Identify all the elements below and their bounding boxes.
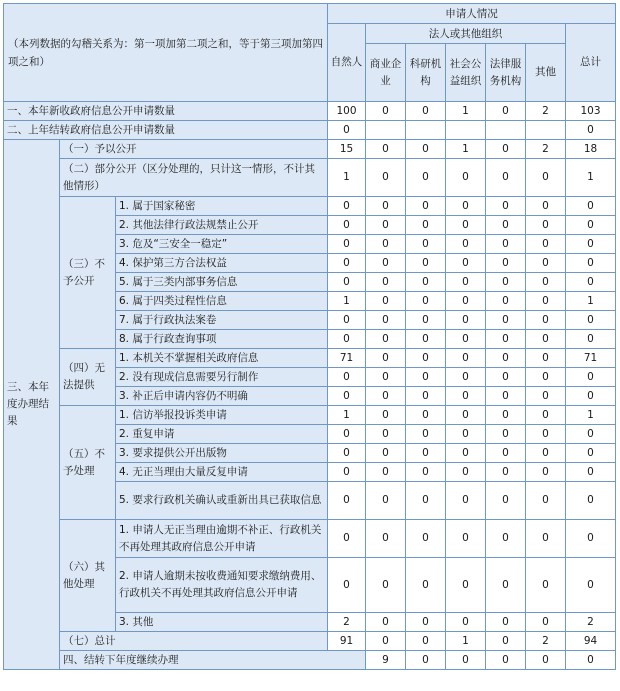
cell: 0 <box>328 368 366 387</box>
cell: 0 <box>446 216 486 235</box>
cell: 0 <box>446 368 486 387</box>
cell: 0 <box>406 482 446 520</box>
cell: 0 <box>406 651 446 670</box>
row-label: 2. 重复申请 <box>116 425 328 444</box>
cell: 0 <box>446 197 486 216</box>
cell: 0 <box>366 216 406 235</box>
cell: 0 <box>526 406 566 425</box>
cell: 0 <box>328 254 366 273</box>
row-label: 4. 无正当理由大量反复申请 <box>116 463 328 482</box>
cell: 9 <box>366 651 406 670</box>
cell: 0 <box>566 520 616 558</box>
cell: 2 <box>526 140 566 159</box>
row-label: 2. 没有现成信息需要另行制作 <box>116 368 328 387</box>
row-label: 2. 申请人逾期未按收费通知要求缴纳费用、行政机关不再处理其政府信息公开申请 <box>116 558 328 613</box>
header-natural: 自然人 <box>328 24 366 102</box>
cell: 0 <box>406 387 446 406</box>
cell: 91 <box>328 632 366 651</box>
cell: 15 <box>328 140 366 159</box>
cell: 0 <box>446 558 486 613</box>
cell: 0 <box>566 216 616 235</box>
cell: 0 <box>526 292 566 311</box>
cell: 0 <box>446 254 486 273</box>
cell <box>406 121 446 140</box>
cell: 0 <box>366 140 406 159</box>
group-label-not-processed: （五）不予处理 <box>60 406 116 520</box>
row-label: 一、本年新收政府信息公开申请数量 <box>4 102 328 121</box>
cell: 0 <box>486 444 526 463</box>
table-row <box>4 102 616 121</box>
cell: 0 <box>446 273 486 292</box>
cell: 0 <box>566 254 616 273</box>
cell: 0 <box>328 311 366 330</box>
cell: 0 <box>366 349 406 368</box>
table-row <box>4 121 616 140</box>
group-label-not-disclosed: （三）不予公开 <box>60 197 116 349</box>
cell: 0 <box>406 425 446 444</box>
cell: 0 <box>526 368 566 387</box>
row-label: （二）部分公开（区分处理的，只计这一情形，不计其他情形） <box>60 159 328 197</box>
cell: 1 <box>328 406 366 425</box>
header-research: 科研机构 <box>406 44 446 102</box>
cell: 0 <box>526 235 566 254</box>
table-row <box>4 197 616 216</box>
cell: 0 <box>366 254 406 273</box>
cell: 0 <box>366 613 406 632</box>
cell: 0 <box>366 406 406 425</box>
cell: 0 <box>566 463 616 482</box>
row-label: 1. 属于国家秘密 <box>116 197 328 216</box>
row-label: 4. 保护第三方合法权益 <box>116 254 328 273</box>
cell: 0 <box>328 387 366 406</box>
cell: 0 <box>446 651 486 670</box>
table-row <box>4 632 616 651</box>
cell: 0 <box>446 349 486 368</box>
disclosure-table <box>3 3 616 670</box>
cell: 0 <box>526 273 566 292</box>
cell: 0 <box>328 425 366 444</box>
cell: 0 <box>366 235 406 254</box>
cell: 0 <box>526 425 566 444</box>
cell: 0 <box>406 311 446 330</box>
cell: 0 <box>526 463 566 482</box>
cell: 0 <box>446 330 486 349</box>
cell: 0 <box>446 159 486 197</box>
cell: 0 <box>526 558 566 613</box>
cell: 0 <box>486 406 526 425</box>
cell: 103 <box>566 102 616 121</box>
row-label: 3. 危及“三安全一稳定” <box>116 235 328 254</box>
cell: 0 <box>566 558 616 613</box>
cell: 0 <box>526 482 566 520</box>
cell: 0 <box>446 406 486 425</box>
cell: 0 <box>446 425 486 444</box>
cell: 0 <box>328 273 366 292</box>
cell: 0 <box>406 406 446 425</box>
row-label: 3. 要求提供公开出版物 <box>116 444 328 463</box>
cell: 0 <box>486 387 526 406</box>
cell: 0 <box>328 330 366 349</box>
cell: 0 <box>366 632 406 651</box>
cell: 0 <box>566 482 616 520</box>
cell: 1 <box>446 102 486 121</box>
cell: 0 <box>406 254 446 273</box>
cell: 0 <box>526 216 566 235</box>
cell: 0 <box>406 330 446 349</box>
cell: 0 <box>486 613 526 632</box>
cell: 0 <box>366 482 406 520</box>
cell: 0 <box>406 235 446 254</box>
cell <box>366 121 406 140</box>
cell: 0 <box>406 102 446 121</box>
cell <box>486 121 526 140</box>
cell: 0 <box>406 140 446 159</box>
cell: 0 <box>328 216 366 235</box>
cell: 0 <box>406 159 446 197</box>
cell: 0 <box>486 197 526 216</box>
cell: 1 <box>328 159 366 197</box>
cell: 0 <box>486 102 526 121</box>
cell: 0 <box>366 292 406 311</box>
cell: 0 <box>566 651 616 670</box>
cell: 0 <box>526 613 566 632</box>
cell: 0 <box>526 311 566 330</box>
cell: 0 <box>566 235 616 254</box>
row-label: 1. 申请人无正当理由逾期不补正、行政机关不再处理其政府信息公开申请 <box>116 520 328 558</box>
table-row <box>4 159 616 197</box>
cell: 0 <box>366 463 406 482</box>
header-commercial: 商业企业 <box>366 44 406 102</box>
cell: 0 <box>446 311 486 330</box>
cell: 2 <box>328 613 366 632</box>
row-label: 3. 补正后申请内容仍不明确 <box>116 387 328 406</box>
cell: 0 <box>526 349 566 368</box>
header-public-welfare: 社会公益组织 <box>446 44 486 102</box>
cell: 0 <box>566 425 616 444</box>
cell: 71 <box>328 349 366 368</box>
cell: 0 <box>566 368 616 387</box>
cell: 0 <box>526 254 566 273</box>
cell: 0 <box>526 197 566 216</box>
cell: 0 <box>446 444 486 463</box>
row-label: 1. 信访举报投诉类申请 <box>116 406 328 425</box>
cell: 0 <box>328 463 366 482</box>
cell: 1 <box>566 159 616 197</box>
cell: 0 <box>486 292 526 311</box>
row-label: 3. 其他 <box>116 613 328 632</box>
cell: 0 <box>366 102 406 121</box>
row-label: 6. 属于四类过程性信息 <box>116 292 328 311</box>
cell: 0 <box>486 425 526 444</box>
cell: 0 <box>406 463 446 482</box>
row-label: （七）总计 <box>60 632 328 651</box>
cell: 0 <box>566 197 616 216</box>
cell: 0 <box>406 368 446 387</box>
row-label: 二、上年结转政府信息公开申请数量 <box>4 121 328 140</box>
cell: 0 <box>486 159 526 197</box>
cell: 0 <box>366 311 406 330</box>
cell: 0 <box>406 444 446 463</box>
cell: 0 <box>486 463 526 482</box>
cell: 0 <box>566 444 616 463</box>
header-legal-service: 法律服务机构 <box>486 44 526 102</box>
cell: 0 <box>446 292 486 311</box>
cell: 0 <box>486 140 526 159</box>
cell: 0 <box>328 444 366 463</box>
table-row <box>4 349 616 368</box>
table-note: （本列数据的勾稽关系为：第一项加第二项之和，等于第三项加第四项之和） <box>4 4 328 102</box>
cell: 1 <box>446 140 486 159</box>
cell: 0 <box>328 121 366 140</box>
row-label: 5. 要求行政机关确认或重新出具已获取信息 <box>116 482 328 520</box>
table-row <box>4 140 616 159</box>
cell: 2 <box>566 613 616 632</box>
cell: 0 <box>526 159 566 197</box>
header-other: 其他 <box>526 44 566 102</box>
cell: 71 <box>566 349 616 368</box>
group-label-unable: （四）无法提供 <box>60 349 116 406</box>
cell: 1 <box>566 292 616 311</box>
cell <box>526 121 566 140</box>
row-label: 8. 属于行政查询事项 <box>116 330 328 349</box>
cell: 1 <box>566 406 616 425</box>
section3-label: 三、本年度办理结果 <box>4 140 60 670</box>
cell: 0 <box>328 235 366 254</box>
cell: 0 <box>366 425 406 444</box>
cell: 0 <box>486 520 526 558</box>
cell: 0 <box>406 349 446 368</box>
cell: 0 <box>366 273 406 292</box>
cell: 0 <box>366 197 406 216</box>
cell: 0 <box>406 273 446 292</box>
row-label: 5. 属于三类内部事务信息 <box>116 273 328 292</box>
cell: 0 <box>366 368 406 387</box>
cell: 0 <box>328 558 366 613</box>
cell: 0 <box>486 482 526 520</box>
cell: 2 <box>526 632 566 651</box>
cell: 0 <box>406 292 446 311</box>
row-label: 7. 属于行政执法案卷 <box>116 311 328 330</box>
cell: 0 <box>406 216 446 235</box>
cell: 0 <box>486 632 526 651</box>
cell: 0 <box>366 330 406 349</box>
cell: 0 <box>406 613 446 632</box>
cell: 0 <box>446 387 486 406</box>
cell: 0 <box>366 558 406 613</box>
cell: 0 <box>486 349 526 368</box>
cell: 0 <box>566 273 616 292</box>
row-label: （一）予以公开 <box>60 140 328 159</box>
cell: 0 <box>486 368 526 387</box>
cell: 0 <box>366 520 406 558</box>
table-row <box>4 520 616 558</box>
cell: 0 <box>486 651 526 670</box>
cell: 0 <box>406 558 446 613</box>
cell: 0 <box>566 121 616 140</box>
cell: 0 <box>366 444 406 463</box>
cell: 0 <box>486 311 526 330</box>
cell: 0 <box>566 330 616 349</box>
cell: 0 <box>526 651 566 670</box>
cell: 0 <box>446 520 486 558</box>
cell: 0 <box>526 387 566 406</box>
cell: 0 <box>486 235 526 254</box>
table-row <box>4 406 616 425</box>
cell: 0 <box>328 482 366 520</box>
row-label: 四、结转下年度继续办理 <box>60 651 366 670</box>
cell: 0 <box>328 197 366 216</box>
row-label: 2. 其他法律行政法规禁止公开 <box>116 216 328 235</box>
cell: 0 <box>526 520 566 558</box>
cell: 2 <box>526 102 566 121</box>
table-row <box>4 651 616 670</box>
header-total: 总计 <box>566 24 616 102</box>
cell: 0 <box>486 254 526 273</box>
cell: 1 <box>328 292 366 311</box>
cell: 0 <box>446 463 486 482</box>
cell: 0 <box>486 273 526 292</box>
cell: 0 <box>446 235 486 254</box>
cell: 94 <box>566 632 616 651</box>
cell: 100 <box>328 102 366 121</box>
cell: 1 <box>446 632 486 651</box>
cell: 0 <box>566 311 616 330</box>
cell: 0 <box>526 330 566 349</box>
row-label: 1. 本机关不掌握相关政府信息 <box>116 349 328 368</box>
group-label-other-processing: （六）其他处理 <box>60 520 116 632</box>
cell: 0 <box>566 387 616 406</box>
cell: 0 <box>486 330 526 349</box>
header-legal: 法人或其他组织 <box>366 24 566 44</box>
cell: 0 <box>446 613 486 632</box>
cell: 0 <box>328 520 366 558</box>
cell: 18 <box>566 140 616 159</box>
header-applicant: 申请人情况 <box>328 4 616 24</box>
cell: 0 <box>526 444 566 463</box>
cell: 0 <box>446 482 486 520</box>
cell: 0 <box>366 159 406 197</box>
cell <box>446 121 486 140</box>
cell: 0 <box>486 558 526 613</box>
cell: 0 <box>406 197 446 216</box>
cell: 0 <box>486 216 526 235</box>
cell: 0 <box>406 520 446 558</box>
cell: 0 <box>406 632 446 651</box>
cell: 0 <box>366 387 406 406</box>
